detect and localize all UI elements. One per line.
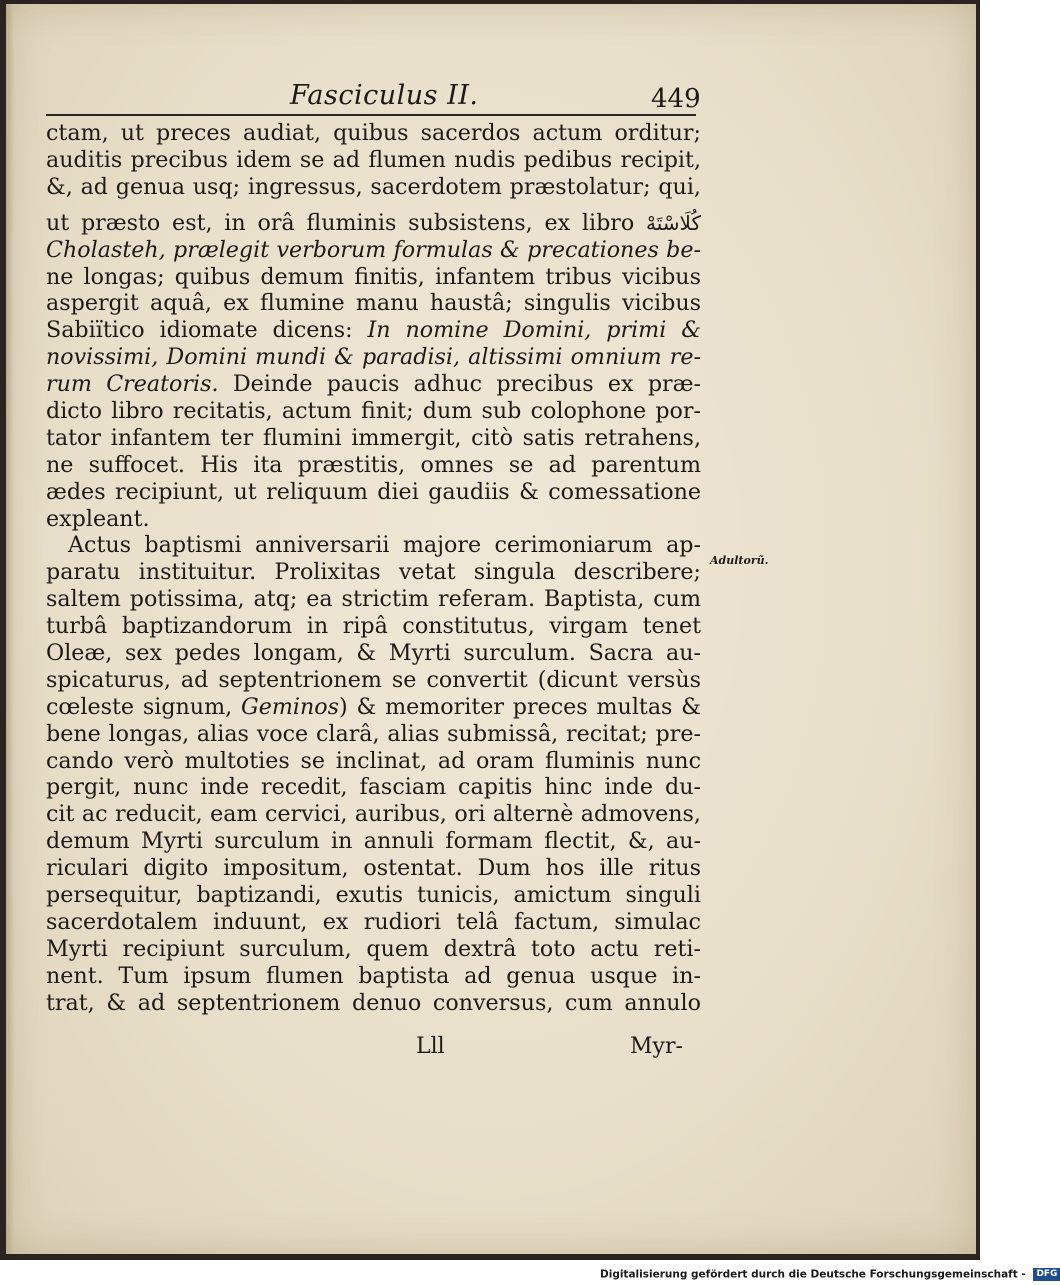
- text-line: tator infantem ter flumini immergit, citò satis retrahens,: [46, 424, 701, 451]
- body-text: [46, 120, 701, 1017]
- dfg-logo: DFG: [1033, 1268, 1060, 1281]
- text-line: dicto libro recitatis, actum finit; dum sub colophone por-: [46, 398, 701, 425]
- text-line: trat, & ad septentrionem denuo conversus, cum annulo: [46, 989, 701, 1016]
- text-line-mixed: [46, 694, 701, 721]
- text-line-mixed: [46, 317, 701, 344]
- text-fragment: Deinde paucis adhuc precibus ex præ-: [232, 371, 701, 398]
- text-line: persequitur, baptizandi, exutis tunicis, amictum singuli: [46, 882, 701, 909]
- page-header: [6, 76, 976, 116]
- arabic-word: كُلَاسْتَهْ: [646, 210, 701, 235]
- text-line: &, ad genua usq; ingressus, sacerdotem præstolatur; qui,: [46, 173, 701, 200]
- page-number: 449: [651, 84, 701, 114]
- text-fragment: ut præsto est, in orâ fluminis subsistens, ex libro: [46, 209, 635, 236]
- text-line: pergit, nunc inde recedit, fasciam capitis hinc inde du-: [46, 774, 701, 801]
- text-line-mixed: [46, 371, 701, 398]
- text-line: paratu instituitur. Prolixitas vetat singula describere;: [46, 559, 701, 586]
- text-fragment: cœleste signum,: [46, 693, 233, 720]
- text-line: nent. Tum ipsum flumen baptista ad genua usque in-: [46, 962, 701, 989]
- text-line: auditis precibus idem se ad flumen nudis pedibus recipit,: [46, 146, 701, 173]
- text-line: spicaturus, ad septentrionem se convertit (dicunt versùs: [46, 666, 701, 693]
- signature-mark: Lll: [416, 1034, 445, 1059]
- text-line: Myrti recipiunt surculum, quem dextrâ toto actu reti-: [46, 935, 701, 962]
- text-line: ædes recipiunt, ut reliquum diei gaudiis & comessatione: [46, 478, 701, 505]
- text-line: ctam, ut preces audiat, quibus sacerdos actum orditur;: [46, 120, 701, 146]
- text-line: expleant.: [46, 505, 150, 532]
- text-line: saltem potissima, atq; ea strictim referam. Baptista, cum: [46, 586, 701, 613]
- book-page: [6, 4, 976, 1254]
- text-fragment: Sabiïtico idiomate dicens:: [46, 317, 353, 344]
- running-title: Fasciculus II.: [290, 80, 479, 111]
- text-line: cando verò multoties se inclinat, ad oram fluminis nunc: [46, 747, 701, 774]
- text-line: Actus baptismi anniversarii majore cerimoniarum ap-: [68, 532, 701, 559]
- text-line: cit ac reducit, eam cervici, auribus, ori alternè admovens,: [46, 801, 701, 828]
- header-rule: [46, 114, 696, 116]
- text-line: riculari digito impositum, ostentat. Dum hos ille ritus: [46, 855, 701, 882]
- text-fragment: Cholasteh, prælegit verborum formulas & precationes be-: [46, 236, 701, 263]
- text-line: turbâ baptizandorum in ripâ constitutus, virgam tenet: [46, 613, 701, 640]
- text-line: demum Myrti surculum in annuli formam flectit, &, au-: [46, 828, 701, 855]
- text-line-with-arabic: [46, 201, 701, 237]
- italic-phrase: In nomine Domini, primi &: [367, 317, 701, 344]
- text-line: Oleæ, sex pedes longam, & Myrti surculum. Sacra au-: [46, 640, 701, 667]
- digitization-notice: [600, 1268, 1058, 1285]
- text-line: ne suffocet. His ita præstitis, omnes se ad parentum: [46, 451, 701, 478]
- text-fragment: ) & memoriter preces multas &: [339, 693, 701, 720]
- text-line: sacerdotalem induunt, ex rudiori telâ factum, simulac: [46, 908, 701, 935]
- text-line: aspergit aquâ, ex flumine manu haustâ; singulis vicibus: [46, 290, 701, 317]
- text-line: novissimi, Domini mundi & paradisi, altissimi omnium re-: [46, 344, 701, 371]
- text-line: ne longas; quibus demum finitis, infantem tribus vicibus: [46, 263, 701, 290]
- text-line: bene longas, alias voce clarâ, alias submissâ, recitat; pre-: [46, 720, 701, 747]
- page-binding-edge: [6, 4, 14, 1254]
- marginal-note: Adultorũ.: [710, 554, 769, 567]
- italic-phrase: Geminos: [241, 693, 340, 720]
- text-line: [46, 237, 701, 264]
- digitization-notice-text: Digitalisierung gefördert durch die Deutsche Forschungsgemeinschaft -: [600, 1268, 1026, 1281]
- catchword: Myr-: [630, 1034, 683, 1059]
- italic-phrase: rum Creatoris.: [46, 371, 219, 398]
